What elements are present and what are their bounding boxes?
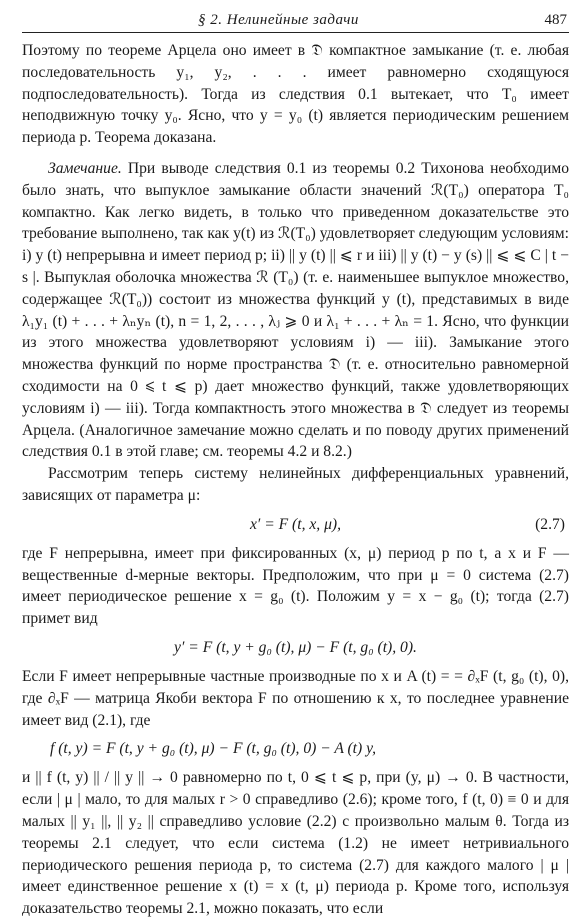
equation-transformed-text: y′ = F (t, y + g₀ (t), μ) − F (t, g₀ (t), 0). <box>174 638 417 656</box>
equation-f-definition <box>22 737 569 761</box>
equation-2-7-number: (2.7) <box>535 515 565 533</box>
paragraph-proof-end: Поэтому по теореме Арцела оно имеет в 𝔇 компактное замыкание (т. е. любая последовательность y₁, y₂, . . . имеет равномерно сходящуюся подпоследовательность). Тогда из следствия 0.1 вытекает, что T₀ имеет неподвижную точку y₀. Ясно, что y = y₀ (t) является периодическим решением периода p. Теорема доказана. <box>22 42 569 147</box>
paragraph-system-intro: Рассмотрим теперь систему нелинейных дифференциальных уравнений, зависящих от параметра μ: <box>22 465 569 504</box>
paragraph-remark <box>22 158 569 463</box>
equation-f-definition-text: f (t, y) = F (t, y + g₀ (t), μ) − F (t, g₀ (t), 0) − A (t) y, <box>50 740 377 758</box>
running-head <box>22 10 569 33</box>
equation-transformed <box>22 636 569 660</box>
equation-2-7-text: x′ = F (t, x, μ), <box>249 515 342 533</box>
running-title: § 2. Нелинейные задачи <box>198 12 359 28</box>
remark-label: Замечание. <box>48 159 122 177</box>
page-number: 487 <box>544 12 567 28</box>
paragraph-conclusion: и || f (t, y) || / || y || → 0 равномерно по t, 0 ⩽ t ⩽ p, при (y, μ) → 0. В частности, если | μ | мало, то для малых r > 0 справедливо (2.6); кроме того, f (t, 0) ≡ 0 и для малых || y₁ ||, || y₂ || справедливо условие (2.2) с произвольно малым θ. Тогда из теоремы 2.1 следует, что если система (1.2) не имеет нетривиального периодического решения периода p, то система (2.7) для каждого малого | μ | имеет единственное решение x (t) = x (t, μ) периода p. Кроме того, используя доказательство теоремы 2.1, можно показать, что если <box>22 769 569 918</box>
paragraph-substitution: где F непрерывна, имеет при фиксированных (x, μ) период p по t, а x и F — вещественные d-мерные векторы. Предположим, что при μ = 0 система (2.7) имеет периодическое решение x = g₀ (t). Положим y = x − g₀ (t); тогда (2.7) примет вид <box>22 544 569 628</box>
equation-2-7 <box>22 513 569 537</box>
remark-text: При выводе следствия 0.1 из теоремы 0.2 Тихонова необходимо было знать, что выпуклое замыкание области значений ℛ(T₀) оператора T₀ компактно. Как легко видеть, в только что приведенном доказательстве это требование выполнено, так как y(t) из ℛ(T₀) удовлетворяет следующим условиям: i) y (t) непрерывна и имеет период p; ii) || y (t) || ⩽ r и iii) || y (t) − y (s) || ⩽ ⩽ C | t − s |. Выпуклая оболочка множества ℛ (T₀) (т. е. наименьшее выпуклое множество, содержащее ℛ(T₀)) состоит из множества функций y (t), представимых в виде λ₁y₁ (t) + . . . + λₙyₙ (t), n = 1, 2, . . . , λⱼ ⩾ 0 и λ₁ + . . . + λₙ = 1. Ясно, что функции из этого множества удовлетворяют условиям i) — iii). Замыкание этого множества функций по норме пространства 𝔇 (т. е. относительно равномерной сходимости на 0 ⩽ t ⩽ p) дает множество функций, также удовлетворяющих условиям i) — iii). Тогда компактность этого множества в 𝔇 следует из теоремы Арцела. (Аналогичное замечание можно сделать и по поводу других применений следствия 0.1 в этой главе; см. теоремы 4.2 и 8.2.) <box>22 159 569 461</box>
paragraph-jacobi: Если F имеет непрерывные частные производные по x и A (t) = = ∂ₓF (t, g₀ (t), 0), где ∂ₓF — матрица Якоби вектора F по отношению к x, то последнее уравнение имеет вид (2.1), где <box>22 667 569 729</box>
body-text <box>22 40 569 920</box>
